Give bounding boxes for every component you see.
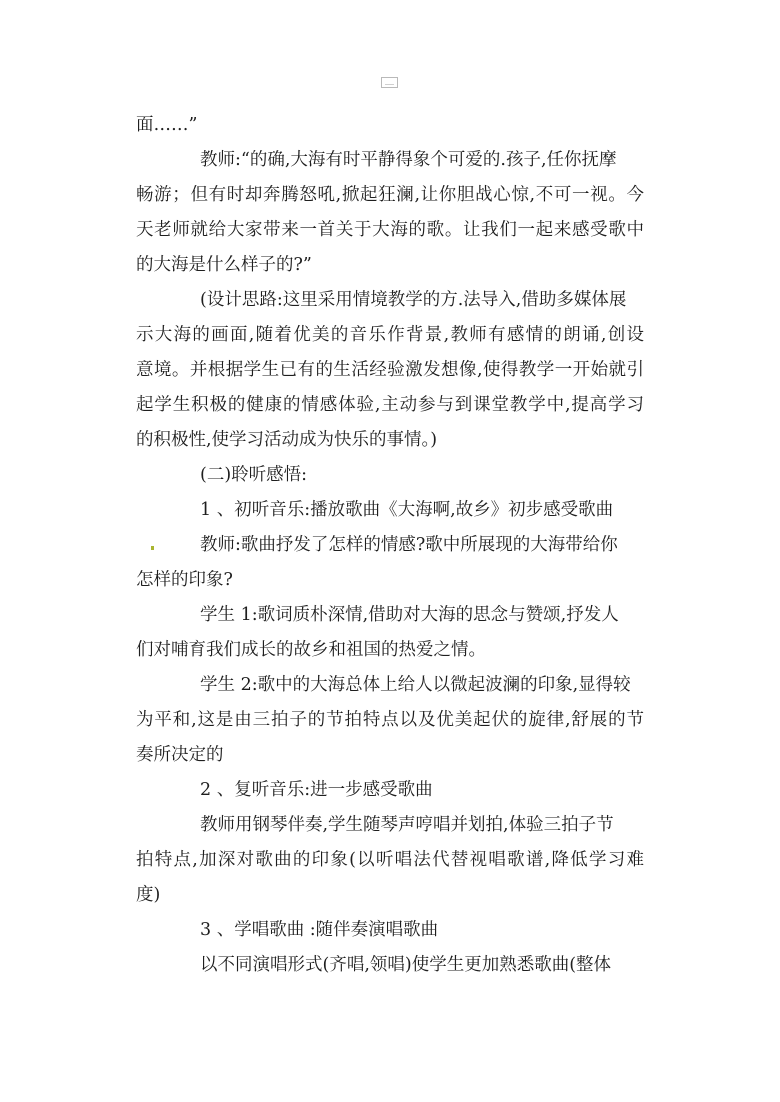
step-heading (136, 493, 644, 528)
paragraph (136, 598, 644, 668)
text-line: 教师用钢琴伴奏,学生随琴声哼唱并划拍,体验三拍子节 (200, 814, 614, 835)
step-heading (136, 913, 644, 948)
text-line: 以不同演唱形式(齐唱,领唱)使学生更加熟悉歌曲(整体 (200, 954, 612, 975)
text-line: 畅游；但有时却奔腾怒吼,掀起狂澜,让你胆战心惊,不可一视。今 (136, 184, 644, 205)
text-line: 学生 1:歌词质朴深情,借助对大海的思念与赞颂,抒发人 (200, 604, 619, 625)
paragraph (136, 668, 644, 773)
text-line: 面……” (136, 114, 198, 135)
text-line: 为平和,这是由三拍子的节拍特点以及优美起伏的旋律,舒展的节 (136, 709, 644, 730)
paragraph (136, 948, 644, 983)
image-placeholder-icon (381, 77, 398, 88)
paragraph (136, 143, 644, 283)
text-line: 教师:“的确,大海有时平静得象个可爱的.孩子,任你抚摩 (200, 149, 617, 170)
text-line: 示大海的画面,随着优美的音乐作背景,教师有感情的朗诵,创设 (136, 324, 644, 345)
paragraph (136, 808, 644, 913)
text-line: 学生 2:歌中的大海总体上给人以微起波澜的印象,显得较 (200, 674, 631, 695)
text-line: 1 、初听音乐:播放歌曲《大海啊,故乡》初步感受歌曲 (200, 499, 614, 520)
text-line: (二)聆听感悟: (200, 464, 308, 485)
text-line: 3 、学唱歌曲 :随伴奏演唱歌曲 (200, 919, 439, 940)
paragraph (136, 528, 644, 598)
text-line: (设计思路:这里采用情境教学的方.法导入,借助多媒体展 (200, 289, 627, 310)
text-line: 2 、复听音乐:进一步感受歌曲 (200, 779, 433, 800)
step-heading (136, 773, 644, 808)
section-heading (136, 458, 644, 493)
text-line: 教师:歌曲抒发了怎样的情感?歌中所展现的大海带给你 (200, 534, 618, 555)
text-line: 奏所决定的 (136, 744, 224, 765)
paragraph (136, 283, 644, 458)
paragraph (136, 108, 644, 143)
text-line: 怎样的印象? (136, 569, 233, 590)
text-line: 度) (136, 884, 161, 905)
text-line: 的大海是什么样子的?” (136, 254, 312, 275)
text-line: 意境。并根据学生已有的生活经验激发想像,使得教学一开始就引 (136, 359, 644, 380)
text-line: 拍特点,加深对歌曲的印象(以听唱法代替视唱歌谱,降低学习难 (136, 849, 644, 870)
document-body (136, 108, 644, 983)
text-line: 的积极性,使学习活动成为快乐的事情。) (136, 429, 438, 450)
text-line: 起学生积极的健康的情感体验,主动参与到课堂教学中,提高学习 (136, 394, 644, 415)
text-line: 天老师就给大家带来一首关于大海的歌。让我们一起来感受歌中 (136, 219, 644, 240)
text-line: 们对哺育我们成长的故乡和祖国的热爱之情。 (136, 639, 486, 660)
